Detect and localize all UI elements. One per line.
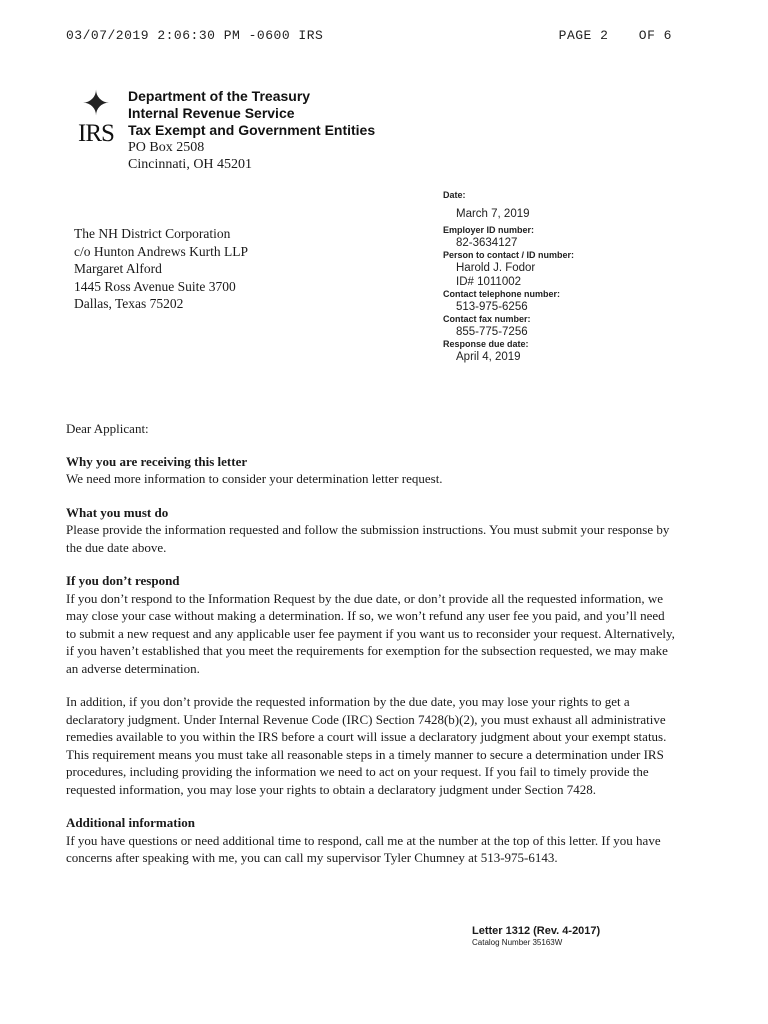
agency-city: Cincinnati, OH 45201	[128, 157, 253, 172]
contact-name: Harold J. Fodor	[456, 262, 536, 274]
due-date-value: April 4, 2019	[456, 351, 521, 363]
irs-logo	[70, 88, 122, 173]
greeting: Dear Applicant:	[66, 421, 149, 436]
contact-label: Person to contact / ID number:	[443, 250, 575, 260]
paragraph-what-to-do: Please provide the information requested and follow the submission instructions. You must submit your response by the due date above.	[66, 522, 670, 555]
recipient-line-4: 1445 Ross Avenue Suite 3700	[74, 278, 236, 294]
letter-body	[66, 420, 676, 867]
catalog-number: Catalog Number 35163W	[472, 938, 563, 947]
heading-why: Why you are receiving this letter	[66, 453, 248, 469]
paragraph-if-no-response: If you don’t respond to the Information Request by the due date, or don’t provide all the requested information, we may close your case without making a determination. If so, we won’t refund any user fee you paid, and you’ll need to submit a new request and any applicable user fee payment if you want us to reconsider your request. Alternatively, if you haven’t established that you meet the requirements for exemption for the subsection requested, we may make an adverse determination.	[66, 590, 675, 676]
letter-number: Letter 1312 (Rev. 4-2017)	[472, 925, 601, 937]
fax-page-of: OF 6	[638, 28, 672, 43]
agency-block	[70, 88, 375, 173]
agency-line-1: Department of the Treasury	[128, 88, 311, 104]
fax-value: 855-775-7256	[456, 326, 528, 338]
paragraph-declaratory-judgment: In addition, if you don’t provide the requested information by the due date, you may lose your rights to get a declaratory judgment. Under Internal Revenue Code (IRC) Section 7428(b)(2), you must exhaust all administrative remedies available to you within the IRS before a court will issue a declaratory judgment about your exempt status. This requirement means you must take all reasonable steps in a timely manner to secure a determination under IRS procedures, including providing the information we need to act on your request. If you fail to timely provide the requested information, you may lose your rights to obtain a declaratory judgment under Section 7428.	[66, 694, 667, 797]
paragraph-why: We need more information to consider your determination letter request.	[66, 471, 443, 486]
fax-page-indicator	[537, 28, 672, 43]
fax-timestamp: 03/07/2019 2:06:30 PM -0600 IRS	[66, 28, 324, 43]
eagle-icon: ✦	[81, 86, 111, 123]
agency-line-2: Internal Revenue Service	[128, 105, 295, 121]
fax-label: Contact fax number:	[443, 314, 531, 324]
heading-additional-info: Additional information	[66, 815, 195, 830]
fax-page-label: PAGE 2	[558, 28, 609, 43]
recipient-address	[74, 225, 248, 313]
date-label: Date:	[443, 190, 466, 200]
heading-what-to-do: What you must do	[66, 504, 169, 520]
date-value: March 7, 2019	[456, 208, 530, 220]
recipient-line-2: c/o Hunton Andrews Kurth LLP	[74, 243, 248, 259]
recipient-line-3: Margaret Alford	[74, 261, 162, 276]
agency-po-box: PO Box 2508	[128, 140, 205, 155]
recipient-line-1: The NH District Corporation	[74, 226, 231, 241]
paragraph-additional-info: If you have questions or need additional time to respond, call me at the number at the top of this letter. If you have concerns after speaking with me, you can call my supervisor Tyler Chumney at 513-975-6143.	[66, 832, 661, 865]
fax-header	[66, 28, 672, 43]
recipient-line-5: Dallas, Texas 75202	[74, 296, 184, 311]
phone-label: Contact telephone number:	[443, 289, 561, 299]
ein-label: Employer ID number:	[443, 225, 535, 235]
ein-value: 82-3634127	[456, 237, 518, 249]
letter-footer	[472, 925, 600, 947]
contact-id: ID# 1011002	[456, 276, 522, 288]
phone-value: 513-975-6256	[456, 301, 528, 313]
due-date-label: Response due date:	[443, 339, 529, 349]
heading-if-no-response: If you don’t respond	[66, 573, 180, 588]
agency-line-3: Tax Exempt and Government Entities	[128, 122, 376, 138]
case-info-block	[443, 190, 574, 364]
irs-logo-text: IRS	[78, 120, 114, 147]
agency-address	[128, 88, 375, 173]
